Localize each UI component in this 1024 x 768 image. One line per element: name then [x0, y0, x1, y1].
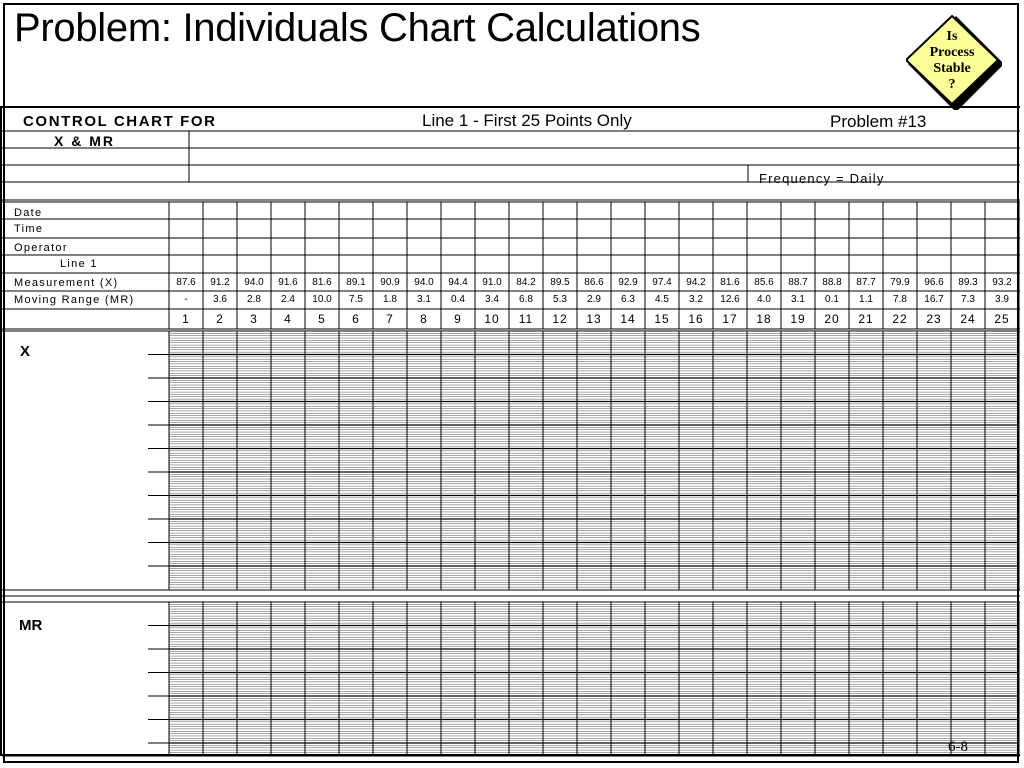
measurement-value: 94.2: [686, 277, 706, 288]
moving-range-value: 3.6: [213, 294, 227, 305]
measurement-value: 87.7: [856, 277, 876, 288]
moving-range-value: 7.5: [349, 294, 363, 305]
moving-range-value: 0.1: [825, 294, 839, 305]
moving-range-value: 3.9: [995, 294, 1009, 305]
mr-chart-label: MR: [19, 617, 43, 634]
sample-index: 11: [518, 312, 534, 326]
sample-index: 9: [454, 312, 462, 326]
measurement-value: 81.6: [720, 277, 740, 288]
measurement-value: 89.1: [346, 277, 366, 288]
sample-index: 6: [352, 312, 360, 326]
row-label-date: Date: [14, 207, 43, 219]
row-label-time: Time: [14, 223, 44, 235]
frequency-label: Frequency = Daily: [759, 171, 885, 186]
moving-range-value: 1.8: [383, 294, 397, 305]
problem-label: Problem #13: [830, 112, 927, 131]
moving-range-value: 2.4: [281, 294, 295, 305]
sample-index: 18: [756, 312, 772, 326]
measurement-value: 85.6: [754, 277, 774, 288]
moving-range-value: 4.0: [757, 294, 771, 305]
badge-line-4: ?: [948, 77, 956, 92]
badge-line-1: Is: [946, 29, 958, 44]
moving-range-value: 6.8: [519, 294, 533, 305]
form-subtitle: X & MR: [54, 133, 115, 149]
measurement-value: 94.0: [244, 277, 264, 288]
row-label-moving-range: Moving Range (MR): [14, 294, 135, 306]
moving-range-value: 5.3: [553, 294, 567, 305]
sample-index: 5: [318, 312, 326, 326]
moving-range-value: 7.3: [961, 294, 975, 305]
page-number: 6-8: [948, 739, 968, 755]
sample-index: 13: [586, 312, 602, 326]
measurement-value: 81.6: [312, 277, 332, 288]
sample-index: 16: [688, 312, 704, 326]
badge-line-2: Process: [929, 45, 975, 60]
measurement-value: 84.2: [516, 277, 536, 288]
sample-index: 7: [386, 312, 394, 326]
moving-range-value: 3.4: [485, 294, 499, 305]
moving-range-value: 16.7: [924, 294, 944, 305]
sample-index: 10: [484, 312, 500, 326]
sample-index: 12: [552, 312, 568, 326]
page-title: Problem: Individuals Chart Calculations: [14, 6, 701, 50]
measurement-value: 90.9: [380, 277, 400, 288]
measurement-value: 93.2: [992, 277, 1012, 288]
moving-range-value: 3.1: [791, 294, 805, 305]
operator-value: Line 1: [60, 258, 98, 270]
sample-index: 3: [250, 312, 258, 326]
sample-index: 8: [420, 312, 428, 326]
row-label-measurement: Measurement (X): [14, 277, 119, 289]
measurement-value: 89.5: [550, 277, 570, 288]
measurement-value: 88.7: [788, 277, 808, 288]
moving-range-value: 1.1: [859, 294, 873, 305]
measurement-value: 79.9: [890, 277, 910, 288]
measurement-value: 94.0: [414, 277, 434, 288]
sample-index: 19: [790, 312, 806, 326]
sample-index: 24: [960, 312, 976, 326]
moving-range-value: 3.1: [417, 294, 431, 305]
moving-range-value: 3.2: [689, 294, 703, 305]
moving-range-value: 6.3: [621, 294, 635, 305]
measurement-value: 88.8: [822, 277, 842, 288]
sample-index: 25: [994, 312, 1010, 326]
measurement-value: 91.0: [482, 277, 502, 288]
sample-index: 15: [654, 312, 670, 326]
measurement-value: 96.6: [924, 277, 944, 288]
moving-range-value: 2.9: [587, 294, 601, 305]
sample-index: 17: [722, 312, 738, 326]
measurement-value: 86.6: [584, 277, 604, 288]
sample-index: 2: [216, 312, 224, 326]
measurement-value: 92.9: [618, 277, 638, 288]
measurement-value: 91.6: [278, 277, 298, 288]
measurement-value: 94.4: [448, 277, 468, 288]
row-label-operator: Operator: [14, 242, 68, 254]
moving-range-value: 7.8: [893, 294, 907, 305]
measurement-value: 87.6: [176, 277, 196, 288]
moving-range-value: 4.5: [655, 294, 669, 305]
sample-index: 21: [858, 312, 874, 326]
measurement-value: 97.4: [652, 277, 672, 288]
sample-index: 23: [926, 312, 942, 326]
line-label: Line 1 - First 25 Points Only: [422, 111, 632, 130]
x-chart-label: X: [20, 343, 31, 360]
measurement-value: 89.3: [958, 277, 978, 288]
moving-range-value: -: [184, 294, 188, 305]
moving-range-value: 10.0: [312, 294, 332, 305]
sample-index: 20: [824, 312, 840, 326]
sample-index: 22: [892, 312, 908, 326]
moving-range-value: 12.6: [720, 294, 740, 305]
sample-index: 1: [182, 312, 190, 326]
sample-index: 14: [620, 312, 636, 326]
badge-line-3: Stable: [933, 61, 971, 76]
form-title: CONTROL CHART FOR: [23, 113, 217, 130]
moving-range-value: 0.4: [451, 294, 465, 305]
sample-index: 4: [284, 312, 292, 326]
moving-range-value: 2.8: [247, 294, 261, 305]
measurement-value: 91.2: [210, 277, 230, 288]
